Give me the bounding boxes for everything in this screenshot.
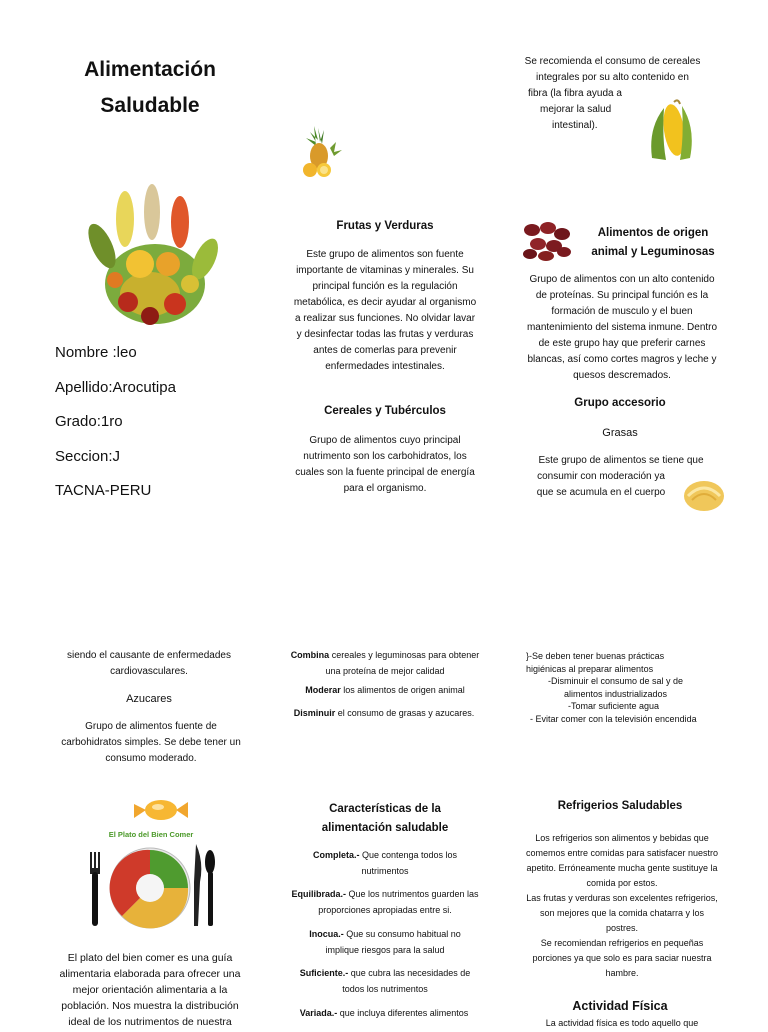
snacks-text-2: Las frutas y verduras son excelentes refrigerios, son mejores que la comida chatarra y los postres. — [526, 893, 718, 933]
fats-line-2: consumir con moderación ya — [537, 471, 665, 482]
animal-heading-line-2: animal y Leguminosas — [591, 246, 715, 258]
feature-balanced-text: Que los nutrimentos guarden las proporciones apropiadas entre si. — [318, 889, 479, 915]
student-info — [55, 336, 275, 509]
feature-safe-bold: Inocua.- — [309, 929, 344, 939]
butter-image — [682, 474, 726, 514]
page-title — [60, 52, 240, 124]
activity-text: La actividad física es todo aquello que — [545, 1018, 699, 1028]
sugars-heading: Azucares — [126, 693, 172, 705]
feature-balanced — [288, 887, 482, 918]
tip-2b: alimentos industrializados — [564, 688, 668, 699]
combine-tip — [288, 648, 482, 679]
animal-heading-line-1: Alimentos de origen — [597, 227, 709, 239]
fats-line-3: que se acumula en el cuerpo — [536, 487, 666, 498]
candy-image — [132, 796, 190, 824]
sugars-text: Grupo de alimentos fuente de carbohidratos simples. Se debe tener un consumo moderado. — [61, 721, 241, 764]
combine-rest: cereales y leguminosas para obtener una proteína de mejor calidad — [325, 650, 480, 676]
student-grade: Grado:1ro — [55, 413, 123, 430]
fats-continued: siendo el causante de enfermedades cardiovasculares. — [66, 650, 231, 677]
fruits-text: Este grupo de alimentos son fuente importante de vitaminas y minerales. Su principal función es la regulación metabólica, es decir ayudar al organismo a realizar sus funciones. No olvidar lavar y desinfectar todas las frutas y verduras antes de comerlas para prevenir enfermedades intestinales. — [293, 249, 477, 372]
feature-safe-text: Que su consumo habitual no implique riesgos para la salud — [325, 929, 461, 955]
tip-4: - Evitar comer con la televisión encendida — [530, 713, 697, 724]
pineapple-image — [300, 126, 344, 178]
plate-label: El Plato del Bien Comer — [108, 830, 194, 839]
student-name: Nombre :leo — [55, 344, 137, 361]
plate-text: El plato del bien comer es una guía alimentaria elaborada para ofrecer una mejor orientación alimentaria a la población. Nos muestra la distribución ideal de los nutrimentos de nuestra — [59, 952, 241, 1028]
features-heading: Características de la alimentación saludable — [321, 803, 449, 834]
plate-image — [82, 838, 222, 930]
fats-line-1: Este grupo de alimentos se tiene que — [538, 455, 704, 466]
animal-text: Grupo de alimentos con un alto contenido de proteínas. Su principal función es la formación de musculo y el buen mantenimiento del sistema inmune. Dentro de este grupo hay que preferir carnes blancas, así como cortes magros y leche y quesos descremados. — [526, 274, 718, 381]
snacks-text-1: Los refrigerios son alimentos y bebidas que comemos entre comidas para satisfacer nuestro apetito. Erróneamente mucha gente sustituye la comida por estos. — [525, 833, 719, 888]
feature-varied-text: que incluya diferentes alimentos — [337, 1008, 469, 1018]
fats-heading: Grasas — [602, 427, 638, 439]
reduce-tip — [284, 706, 484, 722]
cereal-tip-line-1: Se recomienda el consumo de cereales — [524, 56, 701, 67]
reduce-rest: el consumo de grasas y azucares. — [335, 708, 475, 718]
reduce-bold: Disminuir — [293, 708, 336, 718]
beans-image — [520, 218, 572, 262]
cereal-tip-line-2: integrales por su alto contenido en — [536, 72, 689, 83]
title-line-2: Saludable — [100, 94, 200, 117]
corn-image — [644, 98, 700, 164]
snacks-heading: Refrigerios Saludables — [557, 800, 683, 812]
feature-sufficient-text: que cubra las necesidades de todos los nutrimentos — [342, 968, 471, 994]
tip-2: -Disminuir el consumo de sal y de — [548, 676, 684, 686]
title-line-1: Alimentación — [84, 58, 216, 81]
cereals-text: Grupo de alimentos cuyo principal nutrimento son los carbohidratos, los cuales son la fuente principal de energía para el organismo. — [295, 435, 475, 494]
student-surname: Apellido:Arocutipa — [55, 378, 176, 396]
snacks-text-3: Se recomiendan refrigerios en pequeñas porciones ya que solo es para saciar nuestra hambre. — [532, 938, 712, 978]
fruits-heading: Frutas y Verduras — [336, 220, 434, 232]
feature-balanced-bold: Equilibrada.- — [291, 889, 346, 899]
cereal-tip-line-3: fibra (la fibra ayuda a — [528, 88, 622, 99]
hygiene-tips — [526, 650, 722, 725]
snacks-text — [524, 831, 720, 981]
feature-sufficient — [290, 966, 480, 997]
feature-complete-bold: Completa.- — [312, 850, 360, 860]
cereals-heading: Cereales y Tubérculos — [324, 405, 446, 417]
tip-3: -Tomar suficiente agua — [568, 701, 660, 711]
cereal-tip-line-5: intestinal). — [552, 120, 598, 131]
student-section: Seccion:J — [55, 447, 121, 465]
fruit-hand-image — [80, 184, 225, 332]
tip-1: }-Se deben tener buenas prácticas — [526, 651, 665, 661]
feature-complete-text: Que contenga todos los nutrimentos — [359, 850, 458, 876]
feature-safe — [296, 927, 474, 958]
combine-bold: Combina — [290, 650, 330, 660]
moderate-tip — [288, 683, 482, 699]
accessory-heading: Grupo accesorio — [574, 397, 666, 409]
feature-varied-bold: Variada.- — [299, 1008, 338, 1018]
animal-heading — [578, 224, 728, 262]
tip-1b: higiénicas al preparar alimentos — [526, 663, 654, 674]
feature-sufficient-bold: Suficiente.- — [299, 968, 349, 978]
activity-heading: Actividad Física — [572, 999, 668, 1013]
feature-complete — [300, 848, 470, 879]
moderate-rest: los alimentos de origen animal — [340, 685, 465, 695]
student-location: TACNA-PERU — [55, 482, 152, 499]
moderate-bold: Moderar — [305, 685, 341, 695]
cereal-tip-line-4: mejorar la salud — [540, 104, 612, 115]
feature-varied — [284, 1006, 484, 1022]
